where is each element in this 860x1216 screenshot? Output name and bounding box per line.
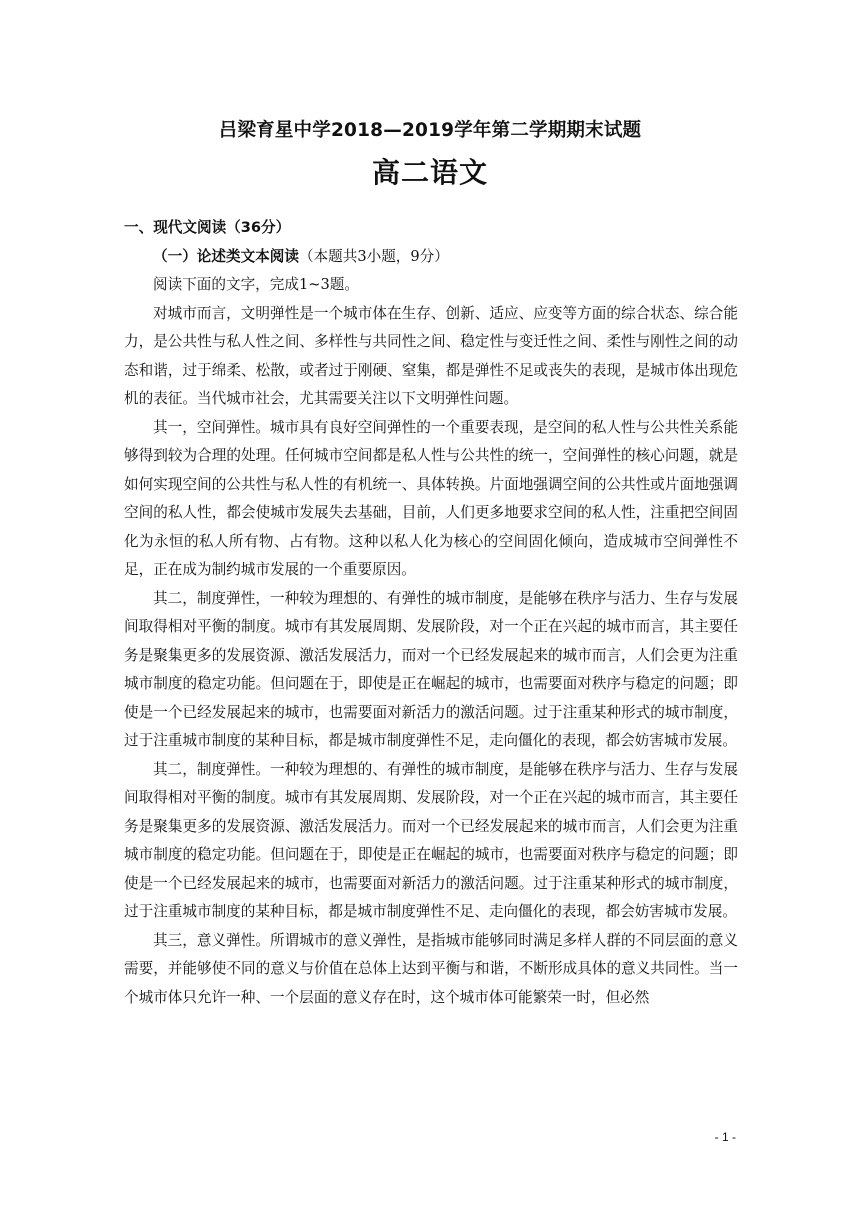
passage-paragraph-5: 其三，意义弹性。所谓城市的意义弹性，是指城市能够同时满足多样人群的不同层面的意义需要，并能够使不同的意义与价值在总体上达到平衡与和谐，不断形成具体的意义共同性。当一个城市体只允许一种、一个层面的意义存在时，这个城市体可能繁荣一时，但必然 (124, 931, 738, 1006)
sub-section-heading (124, 243, 738, 272)
school-exam-title: 吕梁育星中学2018—2019学年第二学期期末试题 (218, 120, 642, 141)
passage-paragraph-1: 对城市而言，文明弹性是一个城市体在生存、创新、适应、应变等方面的综合状态、综合能力，是公共性与私人性之间、多样性与共同性之间、稳定性与变迁性之间、柔性与刚性之间的动态和谐，过于绵柔、松散，或者过于刚硬、窒集，都是弹性不足或丧失的表现，是城市体出现危机的表征。当代城市社会，尤其需要关注以下文明弹性问题。 (124, 304, 738, 407)
page-number: - 1 - (714, 1130, 736, 1144)
passage-paragraph-2: 其一，空间弹性。城市具有良好空间弹性的一个重要表现，是空间的私人性与公共性关系能够得到较为合理的处理。任何城市空间都是私人性与公共性的统一，空间弹性的核心问题，就是如何实现空间的公共性与私人性的有机统一、具体转换。片面地强调空间的公共性或片面地强调空间的私人性，都会使城市发展失去基础，目前，人们更多地要求空间的私人性，注重把空间固化为永恒的私人所有物、占有物。这种以私人化为核心的空间固化倾向，造成城市空间弹性不足，正在成为制约城市发展的一个重要原因。 (124, 418, 738, 578)
exam-content (124, 214, 738, 1012)
sub-section-heading-note: （本题共3小题，9分） (298, 247, 449, 265)
passage-paragraph-3: 其二，制度弹性，一种较为理想的、有弹性的城市制度，是能够在秩序与活力、生存与发展间取得相对平衡的制度。城市有其发展周期、发展阶段，对一个正在兴起的城市而言，其主要任务是聚集更多的发展资源、激活发展活力，而对一个已经发展起来的城市而言，人们会更为注重城市制度的稳定功能。但问题在于，即使是正在崛起的城市，也需要面对秩序与稳定的问题；即使是一个已经发展起来的城市，也需要面对新活力的激活问题。过于注重某种形式的城市制度，过于注重城市制度的某种目标，都是城市制度弹性不足，走向僵化的表现，都会妨害城市发展。 (124, 589, 738, 749)
subject-title: 高二语文 (371, 156, 488, 189)
sub-section-heading-bold: （一）论述类文本阅读 (153, 247, 299, 265)
section-heading: 一、现代文阅读（36分） (124, 219, 291, 236)
reading-instruction: 阅读下面的文字，完成1~3题。 (153, 276, 359, 293)
passage-paragraph-4: 其二，制度弹性。一种较为理想的、有弹性的城市制度，是能够在秩序与活力、生存与发展间取得相对平衡的制度。城市有其发展周期、发展阶段，对一个正在兴起的城市而言，其主要任务是聚集更多的发展资源、激活发展活力。而对一个已经发展起来的城市而言，人们会更为注重城市制度的稳定功能。但问题在于，即使是正在崛起的城市，也需要面对秩序与稳定的问题；即使是一个已经发展起来的城市，也需要面对新活力的激活问题。过于注重某种形式的城市制度，过于注重城市制度的某种目标，都是城市制度弹性不足、走向僵化的表现，都会妨害城市发展。 (124, 760, 738, 920)
